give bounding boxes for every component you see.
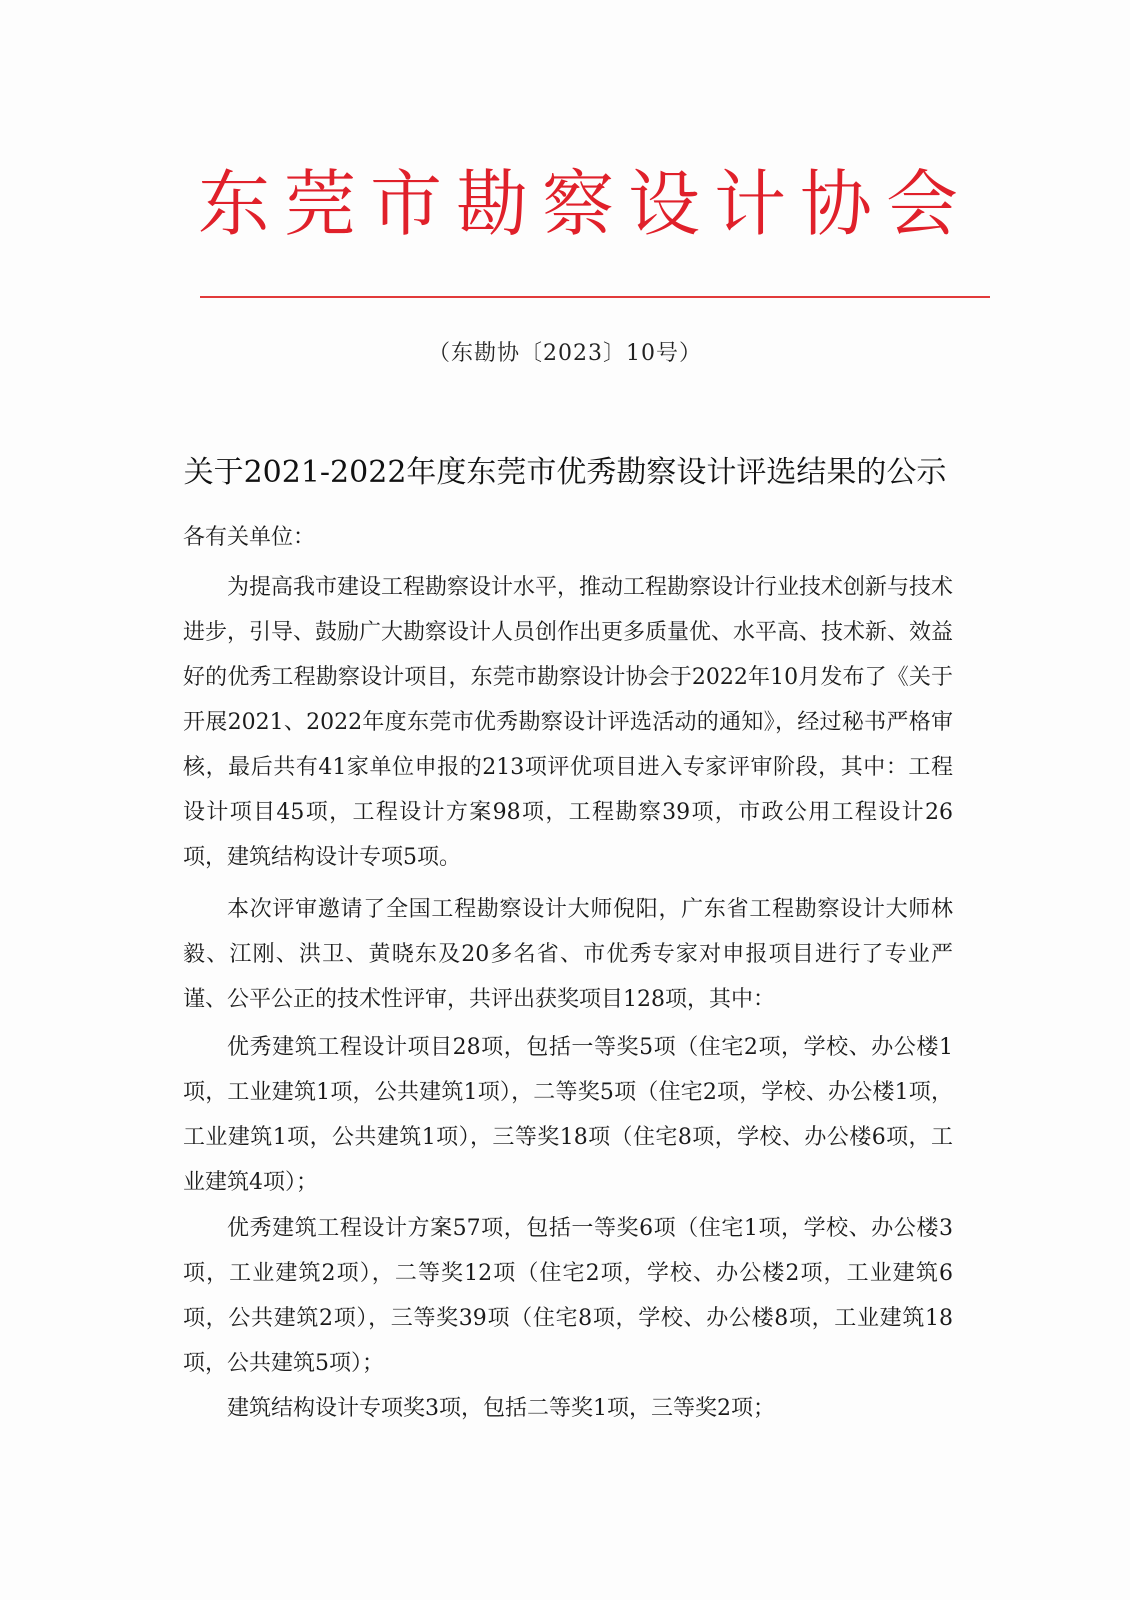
letterhead-red-rule [200, 296, 990, 298]
paragraph-building-design-projects: 优秀建筑工程设计项目28项，包括一等奖5项（住宅2项，学校、办公楼1项，工业建筑1项，公共建筑1项），二等奖5项（住宅2项，学校、办公楼1项，工业建筑1项，公共建筑1项），三等奖18项（住宅8项，学校、办公楼6项，工业建筑4项）； [183, 1035, 953, 1195]
salutation: 各有关单位： [183, 525, 316, 550]
paragraph-structural-design: 建筑结构设计专项奖3项，包括二等奖1项，三等奖2项； [227, 1396, 775, 1421]
document-number: （东勘协〔2023〕10号） [428, 341, 702, 366]
paragraph-review: 本次评审邀请了全国工程勘察设计大师倪阳，广东省工程勘察设计大师林毅、江刚、洪卫、黄晓东及20多名省、市优秀专家对申报项目进行了专业严谨、公平公正的技术性评审，共评出获奖项目128项，其中： [183, 897, 953, 1012]
paragraph-building-design-schemes: 优秀建筑工程设计方案57项，包括一等奖6项（住宅1项，学校、办公楼3项，工业建筑2项），二等奖12项（住宅2项，学校、办公楼2项，工业建筑6项，公共建筑2项），三等奖39项（住宅8项，学校、办公楼8项，工业建筑18项，公共建筑5项）； [183, 1216, 953, 1376]
document-title: 关于2021-2022年度东莞市优秀勘察设计评选结果的公示 [183, 455, 947, 490]
paragraph-introduction: 为提高我市建设工程勘察设计水平，推动工程勘察设计行业技术创新与技术进步，引导、鼓励广大勘察设计人员创作出更多质量优、水平高、技术新、效益好的优秀工程勘察设计项目，东莞市勘察设计协会于2022年10月发布了《关于开展2021、2022年度东莞市优秀勘察设计评选活动的通知》，经过秘书严格审核，最后共有41家单位申报的213项评优项目进入专家评审阶段，其中：工程设计项目45项，工程设计方案98项，工程勘察39项，市政公用工程设计26项，建筑结构设计专项5项。 [183, 575, 954, 870]
letterhead-organization: 东莞市勘察设计协会 [197, 162, 972, 246]
